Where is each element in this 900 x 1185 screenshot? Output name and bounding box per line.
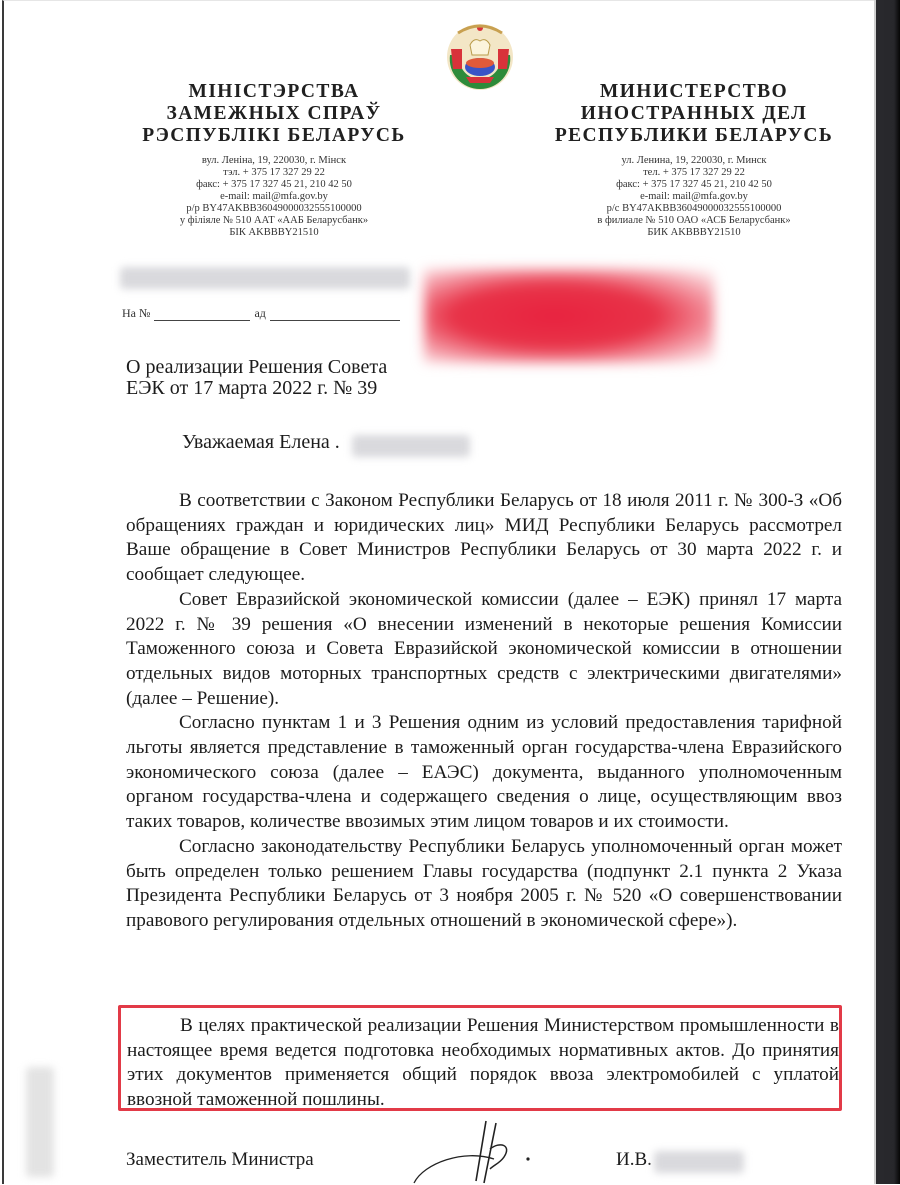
body-paragraph: Совет Евразийской экономической комиссии (далее – ЕЭК) принял 17 марта 2022 г. № 39 решения «О внесении изменений в некоторые решения Комиссии Таможенного союза и Совета Евразийской экономической комиссии в отношении отдельных видов моторных транспортных средств с электрическими двигателями» (далее – Решение). [126,588,842,709]
coat-of-arms-icon [444,19,516,93]
subject-line: ЕЭК от 17 марта 2022 г. № 39 [126,377,378,399]
body-paragraph: Согласно законодательству Республики Беларусь уполномоченный орган может быть определен только решением Главы государства (подпункт 2.1 пункта 2 Указа Президента Республики Беларусь от 3 ноября 2005 г. № 520 «О совершенствовании правового регулирования отдельных отношений в экономической сфере»). [126,835,842,931]
highlight-box [118,1005,842,1111]
body-paragraph: Согласно пунктам 1 и 3 Решения одним из условий предоставления тарифной льготы является представление в таможенный орган государства-члена Евразийского экономического союза (далее – ЕАЭС) документа, выданного уполномоченным органом государства-члена и содержащего сведения о лице, осуществляющим ввоз таких товаров, количестве ввозимых этим лицом товаров и их стоимости. [126,712,842,833]
handwritten-signature-icon [404,1119,554,1185]
title-line: РЕСПУБЛИКИ БЕЛАРУСЬ [554,125,834,146]
redacted-surname [352,435,470,457]
bank-account: р/с BY47AKBB36049000032555100000 [606,203,782,214]
signatory-name: И.В. [616,1149,652,1170]
address: ул. Ленина, 19, 220030, г. Минск [621,155,767,166]
bic-code: БИК AKBBBY21510 [647,227,741,238]
reference-number-blank [154,308,250,321]
letterhead-russian [534,81,854,239]
body-paragraph: В соответствии с Законом Республики Беларусь от 18 июля 2011 г. № 300-З «Об обращениях граждан и юридических лиц» МИД Республики Беларусь рассмотрел Ваше обращение в Совет Министров Республики Беларусь от 30 марта 2022 г. и сообщает следующее. [126,490,842,586]
title-line: ЗАМЕЖНЫХ СПРАЎ [166,103,382,124]
bank-account: р/р BY47AKBB36049000032555100000 [186,203,362,214]
title-line: МИНИСТЕРСТВО [599,81,789,102]
fax: факс: + 375 17 327 45 21, 210 42 50 [196,179,352,190]
ministry-contacts-be [114,155,434,239]
address: вул. Леніна, 19, 220030, г. Мінск [201,155,347,166]
letter-page [2,0,876,1184]
viewer-edge-strip [876,0,900,1184]
email: e-mail: mail@mfa.gov.by [640,191,748,202]
fax: факс: + 375 17 327 45 21, 210 42 50 [616,179,772,190]
greeting [182,431,340,454]
reference-date-label: ад [254,306,266,320]
highlighted-paragraph: В целях практической реализации Решения Министерством промышленности в настоящее время ведется подготовка необходимых нормативных актов. До принятия этих документов применяется общий порядок ввоза электромобилей с уплатой ввозной таможенной пошлины. [127,1015,839,1111]
subject-line: О реализации Решения Совета [126,356,388,378]
greeting-text: Уважаемая Елена . [182,431,340,453]
phone: тэл. + 375 17 327 29 22 [223,167,325,178]
reference-number-label: На № [122,306,151,320]
redacted-signatory-surname [654,1151,744,1173]
bank-branch: у філіяле № 510 ААТ «ААБ Беларусбанк» [179,215,369,226]
letter-body [126,489,842,934]
redacted-margin-note [26,1067,54,1177]
ministry-title-be [114,81,434,147]
bic-code: БІК AKBBBY21510 [229,227,319,238]
ministry-contacts-ru [534,155,854,239]
title-line: ИНОСТРАННЫХ ДЕЛ [580,103,808,124]
email: e-mail: mail@mfa.gov.by [220,191,328,202]
letterhead-belarusian [114,81,434,239]
title-line: МІНІСТЭРСТВА [188,81,360,102]
title-line: РЭСПУБЛІКІ БЕЛАРУСЬ [142,125,406,146]
phone: тел. + 375 17 327 29 22 [643,167,745,178]
ministry-title-ru [534,81,854,147]
reference-line [122,306,400,321]
signatory-title: Заместитель Министра [126,1149,314,1170]
redacted-date-number [120,267,410,289]
reference-date-blank [270,308,400,321]
redacted-recipient [424,269,714,363]
letter-subject [126,357,387,399]
bank-branch: в филиале № 510 ОАО «АСБ Беларусбанк» [597,215,791,226]
